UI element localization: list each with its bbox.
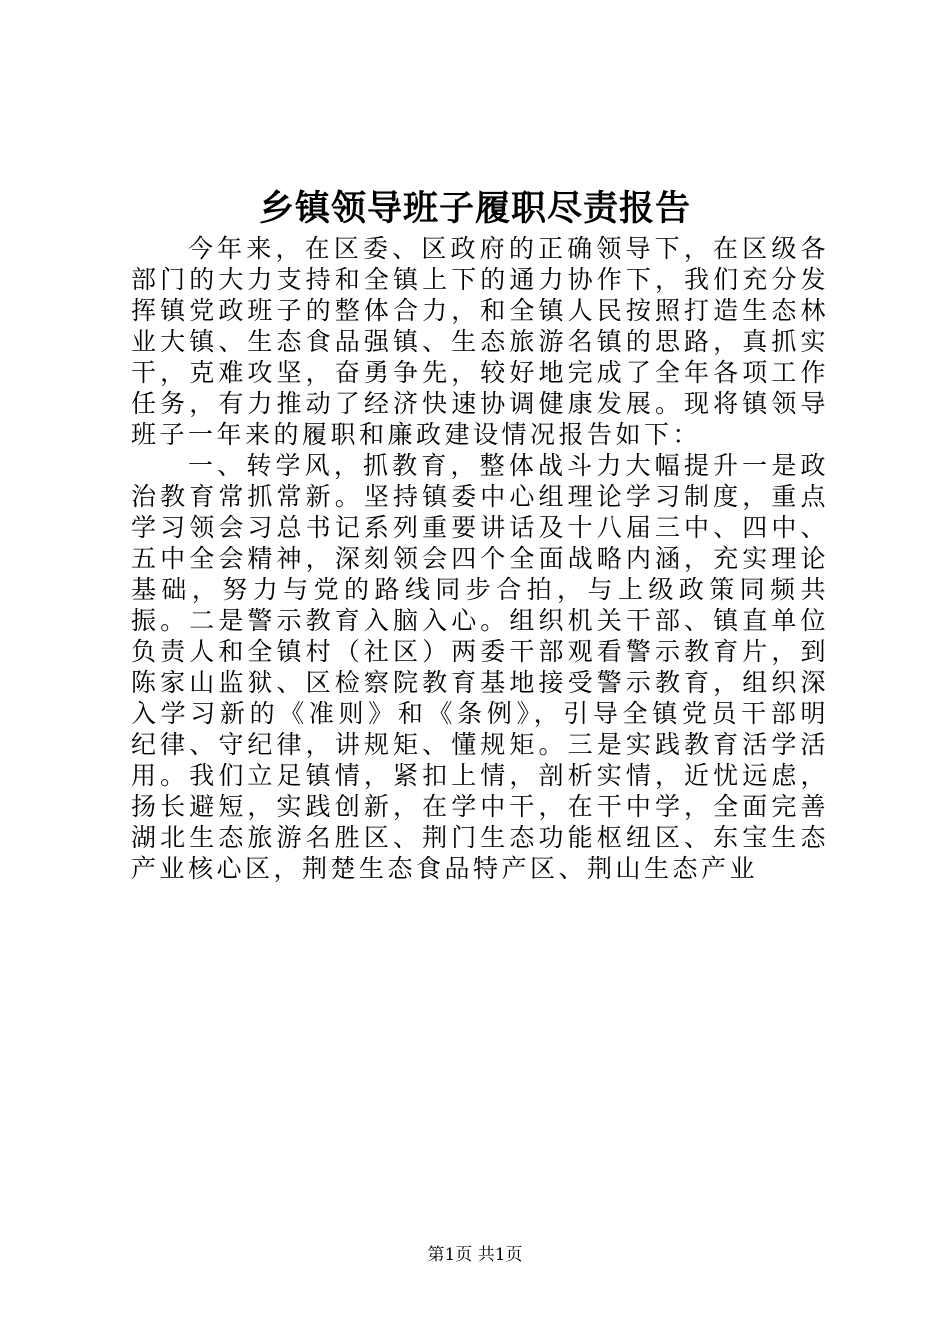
page-footer: 第1页 共1页	[427, 1245, 523, 1265]
paragraph-intro: 今年来，在区委、区政府的正确领导下，在区级各部门的大力支持和全镇上下的通力协作下，我们充分发挥镇党政班子的整体合力，和全镇人民按照打造生态林业大镇、生态食品强镇、生态旅游名镇的思路，真抓实干，克难攻坚，奋勇争先，较好地完成了全年各项工作任务，有力推动了经济快速协调健康发展。现将镇领导班子一年来的履职和廉政建设情况报告如下：	[131, 234, 829, 449]
document-title: 乡镇领导班子履职尽责报告	[258, 188, 691, 229]
document-body	[131, 233, 829, 884]
paragraph-section-one: 一、转学风，抓教育，整体战斗力大幅提升一是政治教育常抓常新。坚持镇委中心组理论学习制度，重点学习领会习总书记系列重要讲话及十八届三中、四中、五中全会精神，深刻领会四个全面战略内涵，充实理论基础，努力与党的路线同步合拍，与上级政策同频共振。二是警示教育入脑入心。组织机关干部、镇直单位负责人和全镇村（社区）两委干部观看警示教育片，到陈家山监狱、区检察院教育基地接受警示教育，组织深入学习新的《准则》和《条例》，引导全镇党员干部明纪律、守纪律，讲规矩、懂规矩。三是实践教育活学活用。我们立足镇情，紧扣上情，剖析实情，近忧远虑，扬长避短，实践创新，在学中干，在干中学，全面完善湖北生态旅游名胜区、荆门生态功能枢纽区、东宝生态产业核心区，荆楚生态食品特产区、荆山生态产业	[131, 451, 829, 883]
